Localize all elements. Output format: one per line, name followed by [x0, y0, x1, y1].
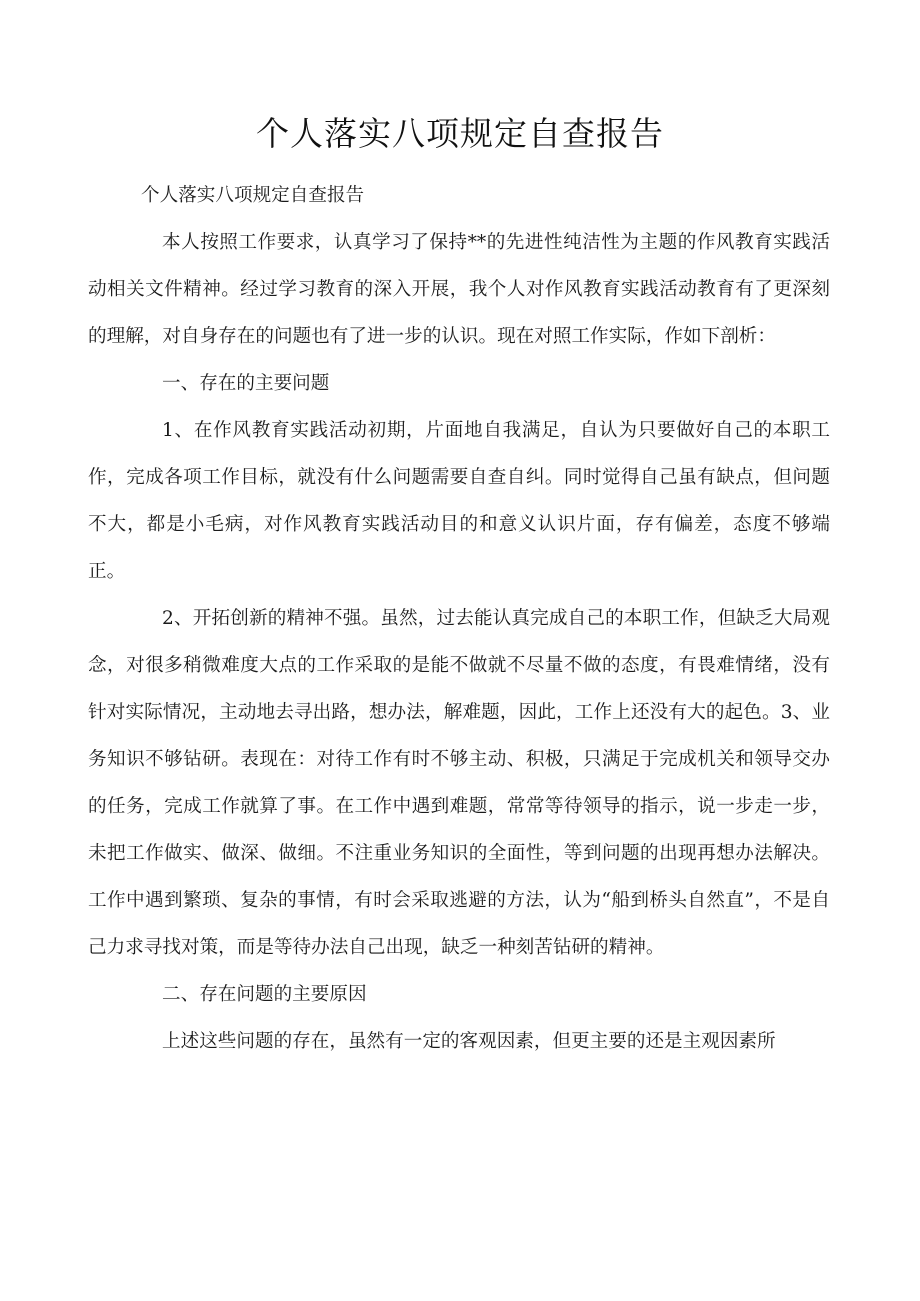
document-title: 个人落实八项规定自查报告 — [256, 114, 664, 153]
document-subtitle: 个人落实八项规定自查报告 — [141, 185, 365, 206]
intro-paragraph: 本人按照工作要求，认真学习了保持**的先进性纯洁性为主题的作风教育实践活动相关文件精神。经过学习教育的深入开展，我个人对作风教育实践活动教育有了更深刻的理解，对自身存在的问题也有了进一步的认识。现在对照工作实际，作如下剖析： — [88, 232, 830, 347]
section-heading-causes: 二、存在问题的主要原因 — [162, 984, 367, 1005]
problem-item-2-3: 2、开拓创新的精神不强。虽然，过去能认真完成自己的本职工作，但缺乏大局观念，对很多稍微难度大点的工作采取的是能不做就不尽量不做的态度，有畏难情绪，没有针对实际情况，主动地去寻出路，想办法，解难题，因此，工作上还没有大的起色。3、业务知识不够钻研。表现在：对待工作有时不够主动、积极，只满足于完成机关和领导交办的任务，完成工作就算了事。在工作中遇到难题，常常等待领导的指示，说一步走一步，未把工作做实、做深、做细。不注重业务知识的全面性，等到问题的出现再想办法解决。工作中遇到繁琐、复杂的事情，有时会采取逃避的方法，认为“船到桥头自然直”，不是自己力求寻找对策，而是等待办法自己出现，缺乏一种刻苦钻研的精神。 — [88, 608, 830, 958]
causes-paragraph: 上述这些问题的存在，虽然有一定的客观因素，但更主要的还是主观因素所 — [162, 1031, 776, 1052]
problem-item-1: 1、在作风教育实践活动初期，片面地自我满足，自认为只要做好自己的本职工作，完成各项工作目标，就没有什么问题需要自查自纠。同时觉得自己虽有缺点，但问题不大，都是小毛病，对作风教育实践活动目的和意义认识片面，存有偏差，态度不够端正。 — [88, 420, 830, 582]
document-body — [88, 172, 830, 1065]
section-heading-main-problems: 一、存在的主要问题 — [162, 373, 330, 394]
